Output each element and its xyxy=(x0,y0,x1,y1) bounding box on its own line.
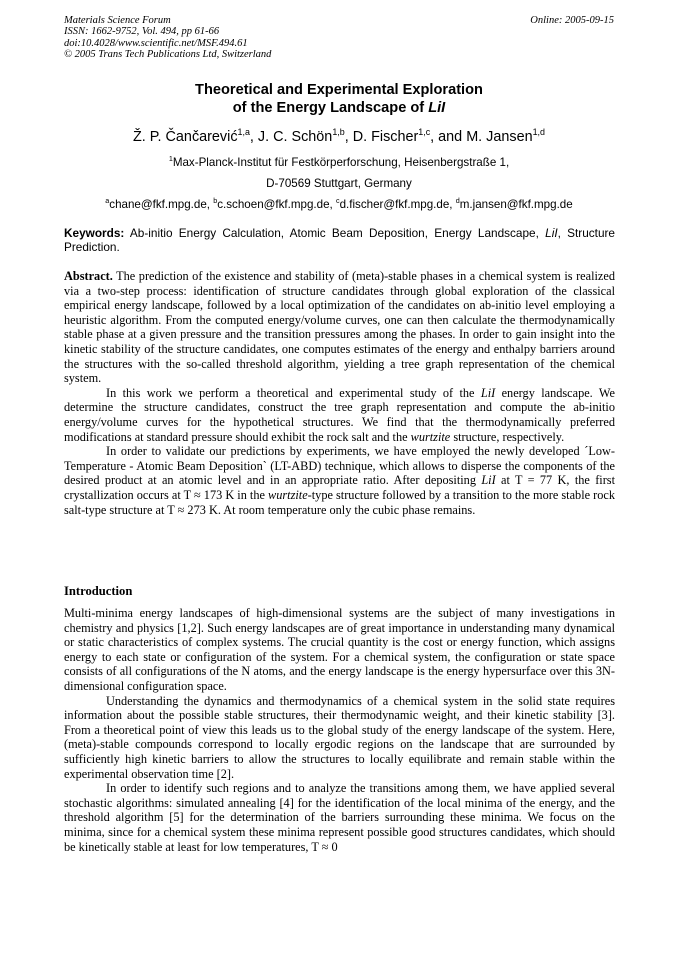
keywords xyxy=(64,226,615,254)
author-3 xyxy=(353,129,466,145)
email-sup: b xyxy=(213,196,218,206)
keywords-label: Keywords: xyxy=(64,226,125,240)
structure-name: wurtzite xyxy=(410,429,451,444)
intro-paragraph-1: Multi-minima energy landscapes of high-dimensional systems are the subject of many investigations in chemistry and physics [1,2]. Such energy landscapes are of great importance in understanding many dynamical or static characteristics of complex systems. The crucial quantity is the cost or energy function, which assigns energy to each state or configuration of the system. For a chemical system, the configuration or state space consists of all configurations of the N atoms, and the energy landscape is the energy hypersurface over this 3N-dimensional configuration space. xyxy=(64,606,615,693)
email-sup: c xyxy=(335,196,340,206)
affiliation-sup: 1 xyxy=(168,154,173,164)
paper-title xyxy=(64,82,614,117)
email-link[interactable]: m.jansen@fkf.mpg.de xyxy=(459,198,573,211)
abstract-text: The prediction of the existence and stability of (meta)-stable phases in a chemical system is realized via a two-step process: identification of structure candidates through global exploration of the classical empirical energy landscape, followed by a local optimization of the candidates on ab-initio level employing a heuristic algorithm. From the computed energy/volume curves, one can then calculate the thermodynamically stable phase at a given pressure and the transition pressures among the phases. In order to gain insight into the kinetic stability of the structure candidates, one computes estimates of the energy and enthalpy barriers around the structures with the so-called threshold algorithm, yielding a tree graph representation of the chemical system. xyxy=(64,269,615,386)
abstract-paragraph-2 xyxy=(64,386,615,444)
email-sup: d xyxy=(455,196,460,206)
compound-name: LiI xyxy=(480,385,496,400)
title-line-1: Theoretical and Experimental Exploration xyxy=(195,82,483,98)
author-affil-sup: 1,a xyxy=(237,127,250,138)
author-affil-sup: 1,c xyxy=(418,127,431,138)
keywords-compound: LiI xyxy=(545,226,558,240)
structure-name: wurtzite xyxy=(268,487,308,502)
copyright-line: © 2005 Trans Tech Publications Ltd, Switzerland xyxy=(64,49,272,61)
affiliation-line-2: D-70569 Stuttgart, Germany xyxy=(266,177,412,190)
author-name: D. Fischer xyxy=(352,129,419,145)
email-link[interactable]: chane@fkf.mpg.de, xyxy=(109,198,214,211)
doi-line[interactable]: doi:10.4028/www.scientific.net/MSF.494.61 xyxy=(64,37,248,49)
keywords-text-end: , Structure Prediction. xyxy=(64,226,615,255)
journal-header xyxy=(64,15,464,61)
author-affil-sup: 1,b xyxy=(332,127,345,138)
title-compound: LiI xyxy=(428,99,446,116)
author-name: M. Jansen xyxy=(466,129,533,145)
issn-line: ISSN: 1662-9752, Vol. 494, pp 61-66 xyxy=(64,26,220,38)
abstract xyxy=(64,269,615,517)
title-line-2 xyxy=(64,100,614,118)
affiliation-line-1 xyxy=(64,156,614,170)
email-link[interactable]: d.fischer@fkf.mpg.de, xyxy=(339,198,456,211)
abstract-text: In order to validate our predictions by experiments, we have employed the newly developed ´Low-Temperature - Atomic Beam Deposition` (LT-ABD) technique, which allows to disperse the components of the desired product at an atomic level and in an appropriate ratio. After depositing xyxy=(64,444,615,488)
email-list xyxy=(64,198,614,212)
author-1 xyxy=(133,129,258,145)
introduction-body xyxy=(64,606,615,854)
author-list xyxy=(64,128,614,146)
abstract-text: -type structure followed by a transition to the more stable rock salt-type structure at T ≈ 273 K. At room temperature only the cubic phase remains. xyxy=(64,487,616,517)
affiliation-text: Max-Planck-Institut für Festkörperforschung, Heisenbergstraße 1, xyxy=(172,156,510,169)
abstract-label: Abstract. xyxy=(64,269,113,283)
abstract-paragraph-1 xyxy=(64,269,615,386)
abstract-text: In this work we perform a theoretical and experimental study of the xyxy=(106,385,481,400)
intro-paragraph-2: Understanding the dynamics and thermodynamics of a chemical system in the solid state requires information about the possible stable structures, their thermodynamic weight, and their kinetic stability [3]. From a theoretical point of view this leads us to the global study of the energy landscape of the system. Here, (meta)-stable compounds correspond to locally ergodic regions on the landscape that are surrounded by sufficiently high kinetic barriers to allow the structures to locally equilibrate and remain stable within the experimental observation time [2]. xyxy=(64,693,615,781)
journal-name: Materials Science Forum xyxy=(64,15,171,26)
compound-name: LiI xyxy=(481,473,496,488)
author-2 xyxy=(258,129,353,145)
keywords-text: Ab-initio Energy Calculation, Atomic Beam Deposition, Energy Landscape, xyxy=(124,226,546,240)
author-4 xyxy=(466,129,545,145)
author-name: J. C. Schön xyxy=(257,129,333,145)
abstract-text: structure, respectively. xyxy=(450,429,565,444)
author-name: Ž. P. Čančarević xyxy=(133,129,238,145)
author-separator: , and xyxy=(430,129,467,145)
author-separator: , xyxy=(249,129,258,145)
email-link[interactable]: c.schoen@fkf.mpg.de, xyxy=(217,198,336,211)
title-line-2-text: of the Energy Landscape of xyxy=(232,99,429,116)
intro-paragraph-3: In order to identify such regions and to analyze the transitions among them, we have applied several stochastic algorithms: simulated annealing [4] for the identification of the local minima of the energy, and the threshold algorithm [5] for the determination of the barriers surrounding these minima. We focus on the minima, since for a chemical system these minima represent possible good structures candidates, which should be kinetically stable at least for low temperatures, T ≈ 0 xyxy=(64,781,615,854)
abstract-text: energy landscape. We determine the structure candidates, construct the tree graph representation and compute the ab-initio energy/volume curves for the hypothetical structures. We find that the thermodynamically preferred modifications at standard pressure should exhibit the rock salt and the xyxy=(64,385,615,444)
abstract-paragraph-3 xyxy=(64,444,615,517)
author-affil-sup: 1,d xyxy=(532,127,545,138)
email-sup: a xyxy=(105,196,110,206)
author-separator: , xyxy=(344,129,353,145)
online-date: Online: 2005-09-15 xyxy=(530,15,614,26)
abstract-text: at T = 77 K, the first crystallization occurs at T ≈ 173 K in the xyxy=(64,473,616,502)
introduction-heading: Introduction xyxy=(64,584,133,598)
